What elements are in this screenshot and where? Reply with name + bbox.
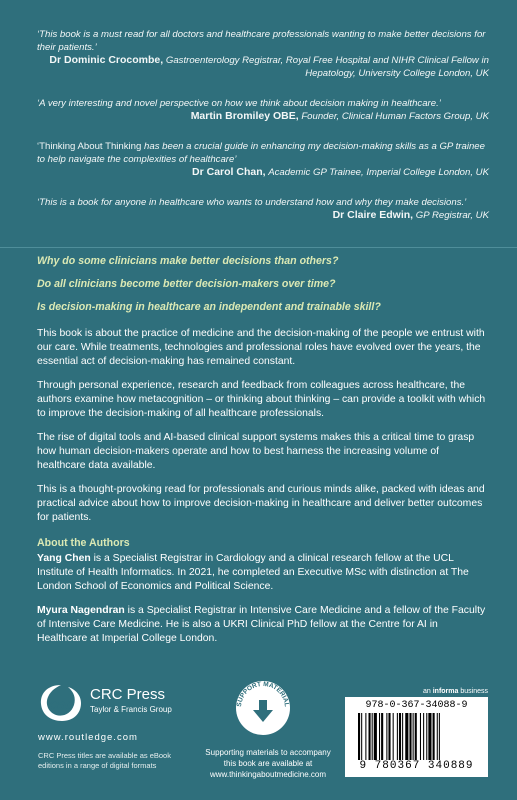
testimonial-quote [37, 140, 489, 166]
publisher-group: Taylor & Francis Group [90, 705, 172, 714]
testimonial [37, 97, 489, 123]
testimonial-attribution [37, 166, 489, 179]
testimonial-quote: ‘A very interesting and novel perspective on how we think about decision making in healthcare.’ [37, 98, 441, 109]
testimonial-role: Founder, Clinical Human Factors Group, UK [301, 111, 489, 122]
logo-text: CRC [49, 700, 73, 712]
support-text: Supporting materials to accompany this book are available at www.thinkingaboutmedicine.com [205, 748, 331, 779]
ebook-note: CRC Press titles are available as eBook editions in a range of digital formats [38, 751, 171, 770]
blurb-paragraph: The rise of digital tools and AI-based clinical support systems makes this a critical time to grasp how human decision-makers operate and how to best harness the increasing volume of healthcare data available. [37, 432, 475, 471]
testimonial-role: GP Registrar, UK [415, 210, 489, 221]
barcode-bar [437, 713, 438, 760]
testimonial-role: Gastroenterology Registrar, Royal Free Hospital and NIHR Clinical Fellow in Hepatology, University College London, UK [165, 55, 489, 79]
author-bio-text: is a Specialist Registrar in Cardiology and a clinical research fellow at the UCL Institute of Health Informatics. In 2021, he completed an Executive MSc with distinction at The London School of Economics and Political Science. [37, 553, 469, 592]
testimonial-attribution [37, 209, 489, 222]
publisher-website[interactable]: www.routledge.com [38, 732, 138, 743]
support-material-badge-icon [233, 680, 293, 738]
barcode-bar [413, 713, 414, 760]
barcode-bar [399, 713, 401, 760]
author-bio-text: is a Specialist Registrar in Intensive Care Medicine and a fellow of the Faculty of Intensive Care Medicine. He is also a UKRI Clinical PhD fellow at the Centre for AI in Healthcare at Imperial College London. [37, 605, 486, 644]
barcode-bar [388, 713, 390, 760]
testimonial-role: Academic GP Trainee, Imperial College London, UK [268, 167, 489, 178]
barcode-bar [397, 713, 398, 760]
testimonial [37, 196, 489, 222]
barcode-bar [381, 713, 383, 760]
barcode-bar [365, 713, 366, 760]
barcode-bar [409, 713, 411, 760]
blurb-paragraph: Through personal experience, research and feedback from colleagues across healthcare, the authors examine how metacognition – or thinking about thinking – can provide a toolkit with which to improve the decision-making of all healthcare professionals. [37, 380, 486, 419]
testimonial-quote: ‘This is a book for anyone in healthcare who wants to understand how and why they make decisions.’ [37, 197, 467, 208]
barcode-bar [426, 713, 427, 760]
isbn-digits: 9 780367 340889 [359, 760, 474, 772]
testimonial-quote-text: has been a crucial guide in enhancing my decision-making skills as a GP trainee to help navigate the complexities of healthcare’ [37, 141, 485, 165]
barcode-bar [358, 713, 360, 760]
barcode-bar [386, 713, 387, 760]
author-name: Myura Nagendran [37, 605, 125, 616]
isbn-text: 978-0-367-34088-9 [365, 700, 468, 711]
informa-prefix: an [422, 688, 431, 695]
informa-suffix: business [460, 688, 488, 695]
barcode-bar [379, 713, 380, 760]
barcode-bar [393, 713, 394, 760]
isbn-barcode [345, 697, 488, 777]
question: Why do some clinicians make better decisions than others? [37, 255, 339, 267]
testimonial-attribution [37, 54, 489, 80]
barcode-bar [405, 713, 408, 760]
author-bio [37, 552, 489, 594]
author-bio [37, 604, 489, 646]
barcode-bar [415, 713, 417, 760]
author-name: Yang Chen [37, 553, 91, 564]
about-authors-heading: About the Authors [37, 537, 130, 549]
question: Do all clinicians become better decision-makers over time? [37, 278, 336, 290]
barcode-icon [357, 713, 477, 760]
testimonials [37, 28, 489, 239]
testimonial-name: Dr Carol Chan, [192, 166, 266, 178]
blurb-paragraph: This is a thought-provoking read for professionals and curious minds alike, packed with ideas and practical advice about how to improve decision-making in healthcare and deliver better outcomes for patients. [37, 484, 485, 523]
barcode-bar [374, 713, 377, 760]
blurb [37, 254, 489, 646]
informa-business [423, 688, 488, 695]
crc-press-logo-icon [38, 683, 84, 723]
barcode-bar [361, 713, 362, 760]
barcode-bar [428, 713, 431, 760]
testimonial-name: Dr Claire Edwin, [332, 209, 414, 221]
testimonial-quote: ‘This book is a must read for all doctors and healthcare professionals wanting to make better decisions for their patients.’ [37, 29, 486, 53]
section-divider [0, 247, 517, 248]
barcode-bar [369, 713, 371, 760]
badge-text: SUPPORT MATERIAL [235, 680, 291, 708]
barcode-bar [439, 713, 440, 760]
barcode-bar [423, 713, 424, 760]
barcode-bar [402, 713, 403, 760]
publisher-name: CRC Press [90, 686, 166, 703]
book-title-mention: ‘Thinking About Thinking [37, 141, 142, 152]
informa-brand: informa [432, 688, 459, 695]
barcode-bar [420, 713, 421, 760]
question: Is decision-making in healthcare an independent and trainable skill? [37, 301, 381, 313]
testimonial [37, 28, 489, 80]
testimonial-name: Martin Bromiley OBE, [190, 110, 299, 122]
blurb-paragraph: This book is about the practice of medicine and the decision-making of the people we entrust with our care. While treatments, technologies and professional roles have evolved over the years, the essential act of decision-making has remained constant. [37, 328, 485, 367]
testimonial-attribution [37, 110, 489, 123]
barcode-bar [433, 713, 435, 760]
testimonial [37, 140, 489, 179]
barcode-bar [372, 713, 373, 760]
testimonial-name: Dr Dominic Crocombe, [49, 54, 164, 66]
